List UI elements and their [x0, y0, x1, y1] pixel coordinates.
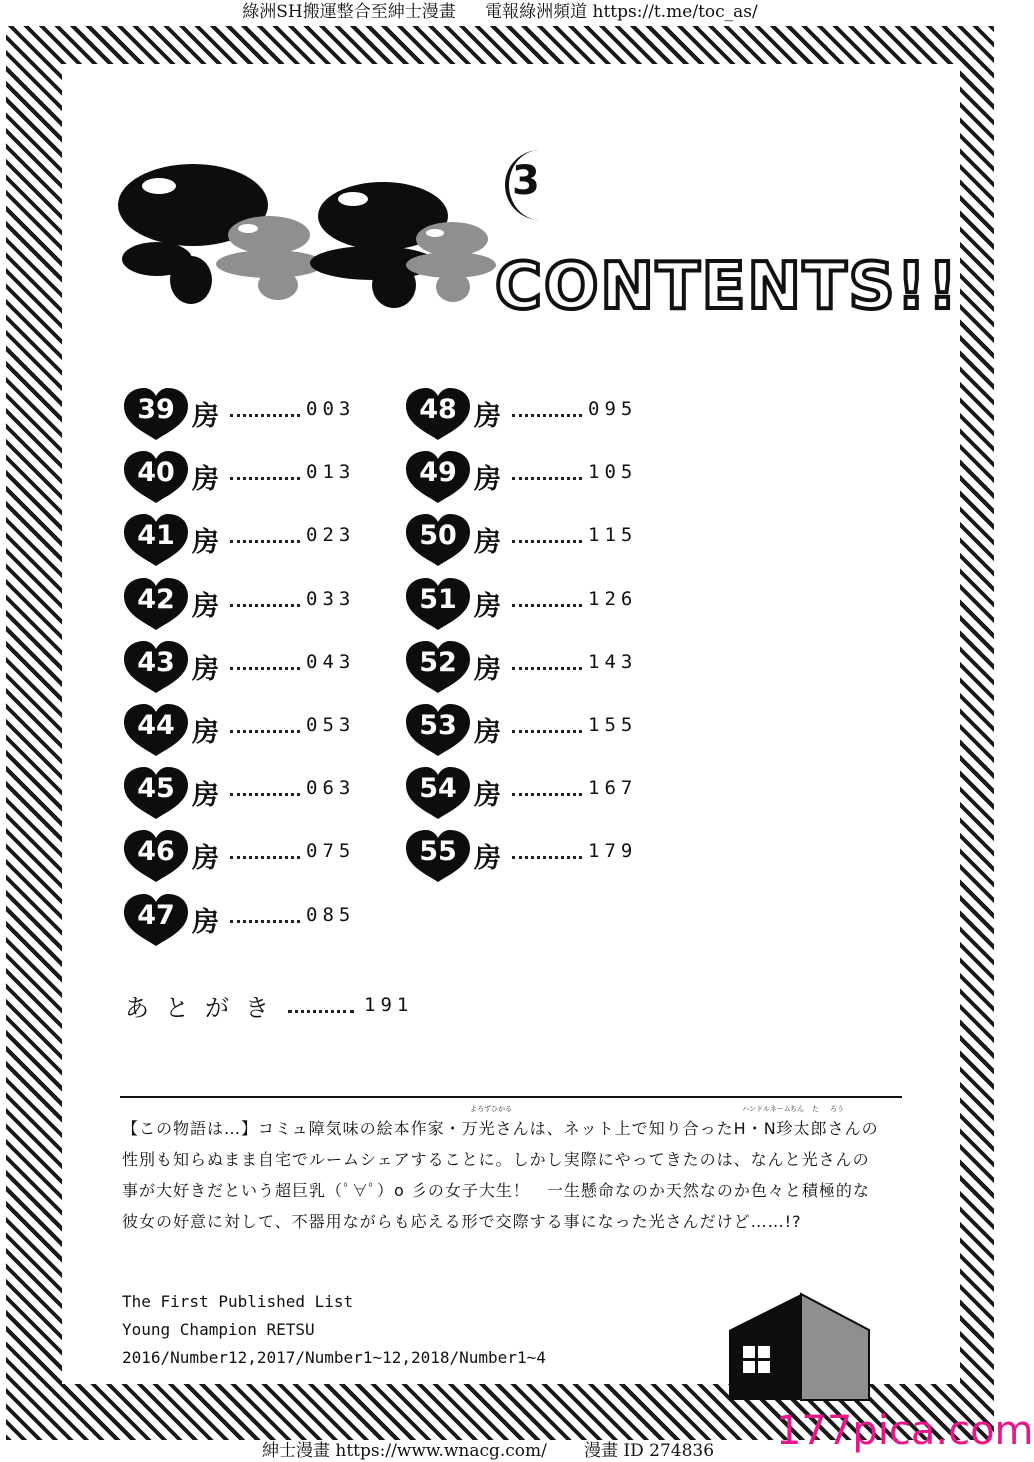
toc-entry [404, 572, 644, 635]
chapter-number: 39 [137, 394, 175, 425]
page-number: 075 [306, 840, 356, 863]
chapter-number: 51 [419, 583, 457, 615]
page-number: 167 [588, 777, 638, 800]
toc-entry [122, 761, 362, 824]
page-number: 033 [306, 587, 356, 610]
publication-line-2: Young Champion RETSU [122, 1320, 315, 1339]
watermark: 177pica.com [776, 1408, 1034, 1454]
chapter-number: 44 [137, 709, 175, 741]
ruby-name: よろずひかる [470, 1105, 512, 1113]
top-credit-bar [0, 0, 1000, 26]
page-number: 095 [588, 398, 638, 420]
contents-heading: CONTENTS!! [495, 250, 959, 324]
leader-dots [512, 856, 582, 859]
publication-line-3: 2016/Number12,2017/Number1~12,2018/Number1~4 [122, 1348, 546, 1367]
synopsis-line-4: 彼女の好意に対して、不器用ながらも応える形で交際する事になった光さんだけど……!? [122, 1212, 802, 1231]
publication-line-1: The First Published List [122, 1292, 354, 1311]
toc-entry [122, 824, 362, 887]
chapter-number: 55 [419, 836, 457, 868]
leader-dots [230, 414, 300, 417]
ruby-chin: ちん [790, 1105, 804, 1113]
leader-dots [512, 477, 582, 480]
chapter-number: 46 [137, 836, 175, 868]
leader-dots [230, 793, 300, 796]
leader-dots [512, 540, 582, 543]
top-credit-right: 電報綠洲頻道 https://t.me/toc_as/ [485, 2, 758, 22]
leader-dots [230, 920, 300, 923]
toc-entry [404, 698, 644, 761]
leader-dots [512, 414, 582, 417]
toc-entry [122, 445, 362, 508]
toc-column-2 [404, 382, 644, 888]
chapter-kanji: 房 [192, 401, 219, 432]
leader-dots [230, 477, 300, 480]
leader-dots [230, 730, 300, 733]
chapter-number: 40 [137, 457, 175, 489]
page-number: 179 [588, 840, 638, 863]
chapter-number: 48 [419, 394, 457, 425]
volume-number: 3 [512, 158, 540, 204]
title-blob-2c [258, 270, 298, 300]
toc-entry [404, 508, 644, 571]
chapter-kanji: 房 [192, 716, 219, 748]
page-number: 126 [588, 587, 638, 610]
toc-entry [404, 761, 644, 824]
toc-entry [122, 382, 362, 445]
title-blob-1c [170, 256, 212, 304]
chapter-number: 54 [419, 773, 457, 805]
chapter-number: 50 [419, 520, 457, 552]
toc-entry [404, 382, 644, 445]
toc-entry [122, 698, 362, 761]
chapter-kanji: 房 [474, 716, 501, 748]
chapter-kanji: 房 [474, 527, 501, 559]
chapter-kanji: 房 [474, 780, 501, 812]
leader-dots [512, 604, 582, 607]
page-number: 085 [306, 903, 356, 926]
ruby-handle: ハンドルネーム [742, 1105, 791, 1113]
page-number: 013 [306, 461, 356, 484]
chapter-kanji: 房 [192, 464, 219, 496]
page-number: 155 [588, 713, 638, 736]
page-number: 143 [588, 650, 638, 673]
afterword-label: あとがき [125, 994, 285, 1022]
chapter-number: 45 [137, 773, 175, 805]
chapter-kanji: 房 [192, 653, 219, 685]
chapter-number: 41 [137, 520, 175, 552]
page-number: 105 [588, 461, 638, 484]
publication-list [122, 1288, 546, 1372]
page-number: 043 [306, 650, 356, 673]
chapter-number: 49 [419, 457, 457, 489]
leader-dots [512, 667, 582, 670]
chapter-kanji: 房 [474, 590, 501, 622]
chapter-kanji: 房 [192, 590, 219, 622]
toc-entry [404, 445, 644, 508]
chapter-kanji: 房 [192, 906, 219, 938]
title-logo [110, 150, 959, 324]
toc-entry [122, 572, 362, 635]
leader-dots [230, 604, 300, 607]
leader-dots [512, 730, 582, 733]
chapter-number: 53 [419, 709, 457, 741]
chapter-kanji: 房 [192, 527, 219, 559]
synopsis-line-1: 【この物語は…】コミュ障気味の絵本作家・万光さんは、ネット上で知り合ったH・N珍太郎さんの [122, 1119, 879, 1138]
leader-dots [230, 667, 300, 670]
chapter-number: 43 [137, 646, 175, 678]
afterword-leader-dots [288, 1010, 354, 1013]
chapter-number: 52 [419, 646, 457, 678]
page-number: 053 [306, 713, 356, 736]
chapter-number: 47 [137, 899, 175, 931]
afterword-page-number: 191 [364, 994, 414, 1016]
bottom-credit-right: 漫畫 ID 274836 [584, 1441, 715, 1461]
bottom-credit-left: 紳士漫畫 https://www.wnacg.com/ [262, 1441, 547, 1461]
house-icon [729, 1294, 869, 1400]
toc-column-1 [122, 382, 362, 951]
leader-dots [230, 540, 300, 543]
page-number: 115 [588, 524, 638, 547]
chapter-kanji: 房 [192, 843, 219, 875]
page-number: 003 [306, 398, 356, 420]
page-number: 063 [306, 777, 356, 800]
ruby-ro: ろう [830, 1105, 844, 1113]
chapter-kanji: 房 [192, 780, 219, 812]
toc-entry [122, 508, 362, 571]
chapter-kanji: 房 [474, 843, 501, 875]
chapter-kanji: 房 [474, 401, 501, 432]
chapter-kanji: 房 [474, 653, 501, 685]
title-blob-4c [436, 272, 470, 302]
toc-entry [122, 888, 362, 951]
synopsis-line-2: 性別も知らぬまま自宅でルームシェアすることに。しかし実際にやってきたのは、なんと光さんの [122, 1150, 870, 1169]
chapter-kanji: 房 [474, 464, 501, 496]
top-credit-left: 綠洲SH搬運整合至紳士漫畫 [242, 2, 456, 22]
synopsis-line-3: 事が大好きだという超巨乳（ﾟ∀ﾟ）o 彡の女子大生！ 一生懸命なのか天然なのか色々と積極的な [122, 1181, 870, 1200]
leader-dots [512, 793, 582, 796]
synopsis-text [122, 1113, 904, 1237]
page-number: 023 [306, 524, 356, 547]
ruby-ta: た [812, 1105, 819, 1113]
title-blob-4 [416, 222, 488, 256]
leader-dots [230, 856, 300, 859]
chapter-number: 42 [137, 583, 175, 615]
title-blob-2 [228, 216, 310, 254]
toc-entry [404, 635, 644, 698]
synopsis-rule [120, 1096, 902, 1098]
toc-entry [122, 635, 362, 698]
toc-entry [404, 824, 644, 887]
